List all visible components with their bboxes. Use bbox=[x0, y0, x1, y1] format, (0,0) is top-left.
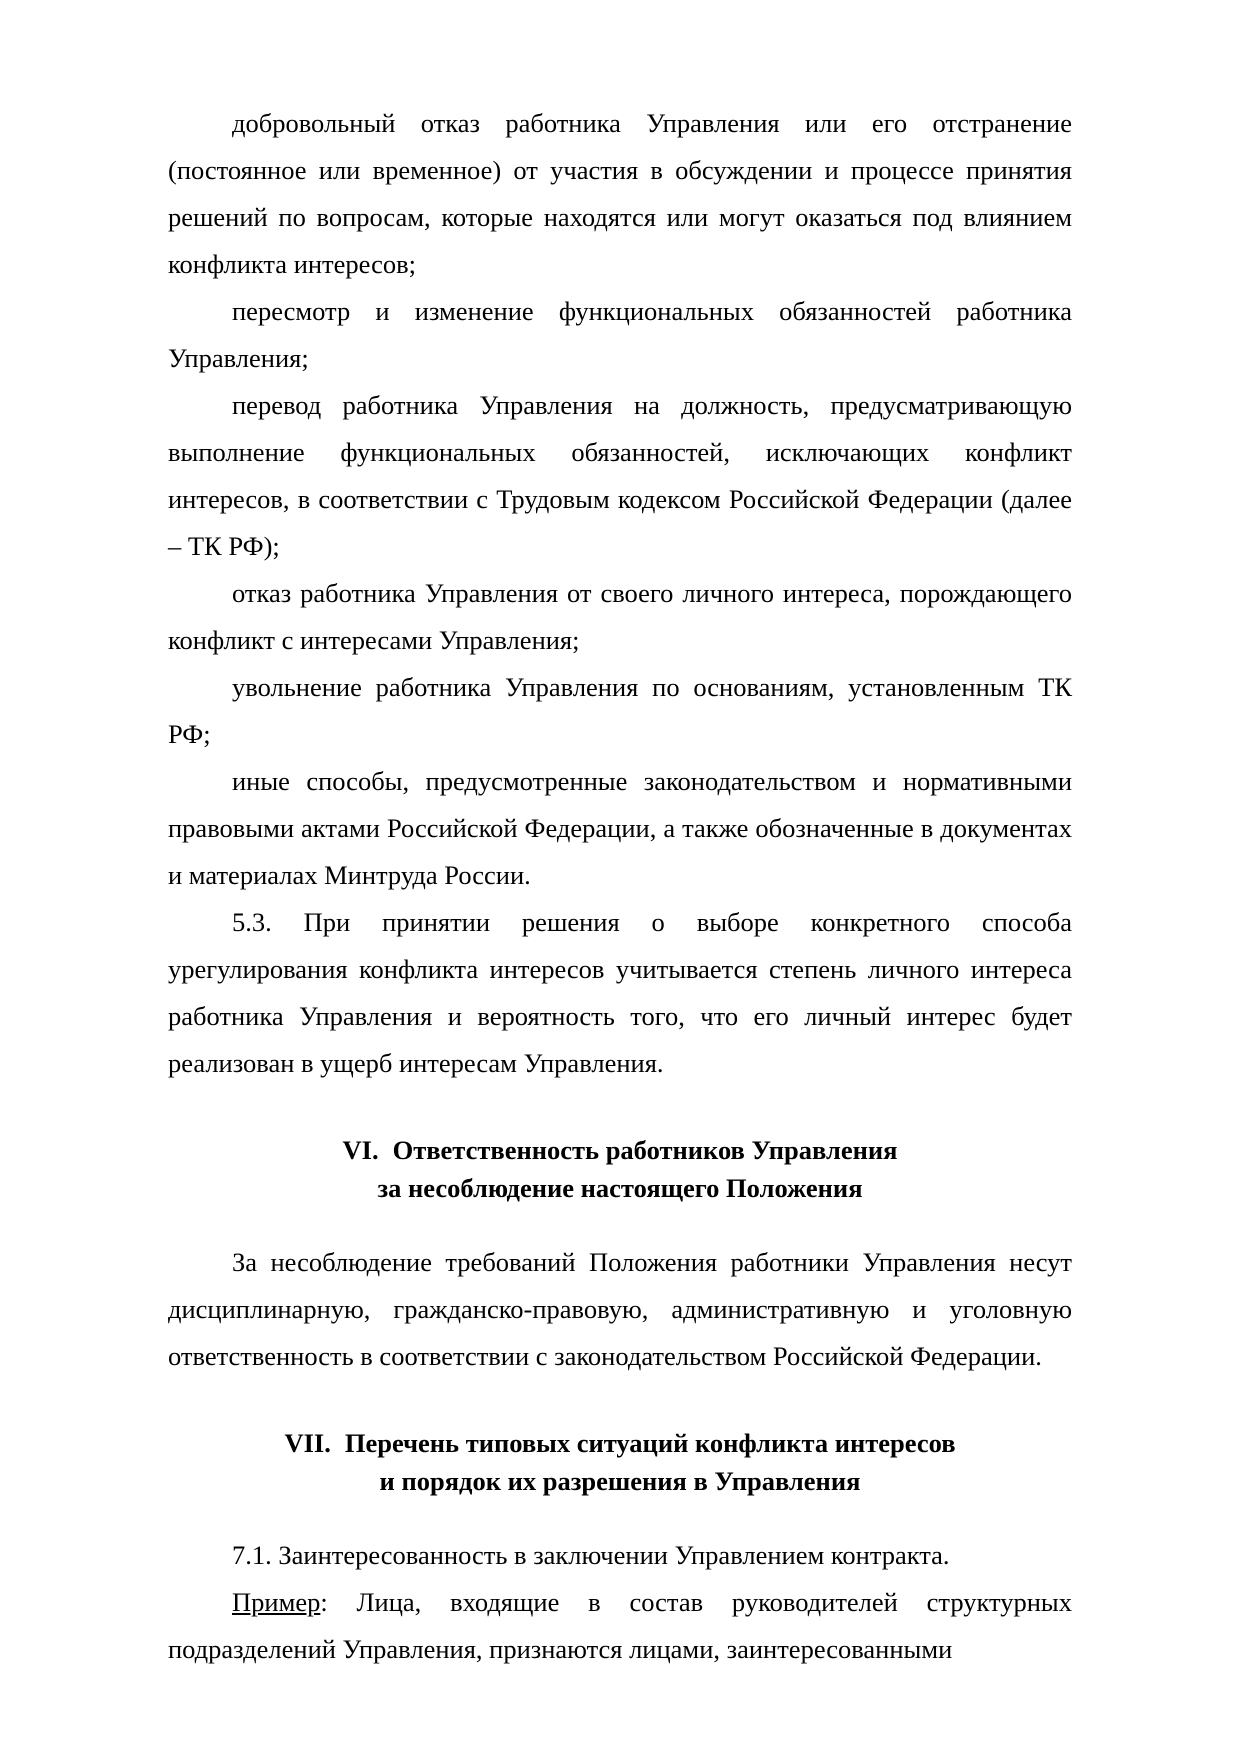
heading-section-6-line-2: за несоблюдение настоящего Положения bbox=[377, 1173, 863, 1203]
paragraph-item-7-1: 7.1. Заинтересованность в заключении Управлением контракта. bbox=[232, 1540, 950, 1570]
paragraph-dismissal: увольнение работника Управления по основаниям, установленным ТК РФ; bbox=[168, 672, 1072, 749]
document-body bbox=[168, 100, 1072, 1673]
heading-section-6 bbox=[168, 1131, 1072, 1207]
paragraph-other-methods: иные способы, предусмотренные законодательством и нормативными правовыми актами Российской Федерации, а также обозначенные в документах и материалах Минтруда России. bbox=[168, 766, 1072, 890]
paragraph-section-5-3: 5.3. При принятии решения о выборе конкретного способа урегулирования конфликта интересов учитывается степень личного интереса работника Управления и вероятность того, что его личный интерес будет реализован в ущерб интересам Управления. bbox=[168, 907, 1072, 1078]
paragraph-example bbox=[168, 1579, 1072, 1673]
heading-section-7-line-1 bbox=[168, 1424, 1072, 1462]
paragraph-transfer-position: перевод работника Управления на должность, предусматривающую выполнение функциональных обязанностей, исключающих конфликт интересов, в соответствии с Трудовым кодексом Российской Федерации (далее – ТК РФ); bbox=[168, 390, 1072, 561]
paragraph-section-6-body: За несоблюдение требований Положения работники Управления несут дисциплинарную, гражданско-правовую, административную и уголовную ответственность в соответствии с законодательством Российской Федерации. bbox=[168, 1247, 1072, 1371]
example-label: Пример bbox=[232, 1587, 321, 1617]
heading-section-7-title: Перечень типовых ситуаций конфликта интересов bbox=[344, 1428, 956, 1458]
paragraph-revision-duties: пересмотр и изменение функциональных обязанностей работника Управления; bbox=[168, 296, 1072, 373]
example-text: : Лица, входящие в состав руководителей структурных подразделений Управления, признаются лицами, заинтересованными bbox=[168, 1587, 1072, 1664]
heading-section-7-numeral: VII. bbox=[284, 1428, 331, 1458]
heading-section-7-line-2: и порядок их разрешения в Управления bbox=[379, 1466, 861, 1496]
heading-section-6-line-1 bbox=[168, 1131, 1072, 1169]
heading-section-6-numeral: VI. bbox=[342, 1135, 379, 1165]
paragraph-voluntary-refusal: добровольный отказ работника Управления или его отстранение (постоянное или временное) от участия в обсуждении и процессе принятия решений по вопросам, которые находятся или могут оказаться под влиянием конфликта интересов; bbox=[168, 108, 1072, 279]
paragraph-refusal-personal-interest: отказ работника Управления от своего личного интереса, порождающего конфликт с интересами Управления; bbox=[168, 578, 1072, 655]
heading-section-6-title: Ответственность работников Управления bbox=[392, 1135, 898, 1165]
heading-section-7 bbox=[168, 1424, 1072, 1500]
